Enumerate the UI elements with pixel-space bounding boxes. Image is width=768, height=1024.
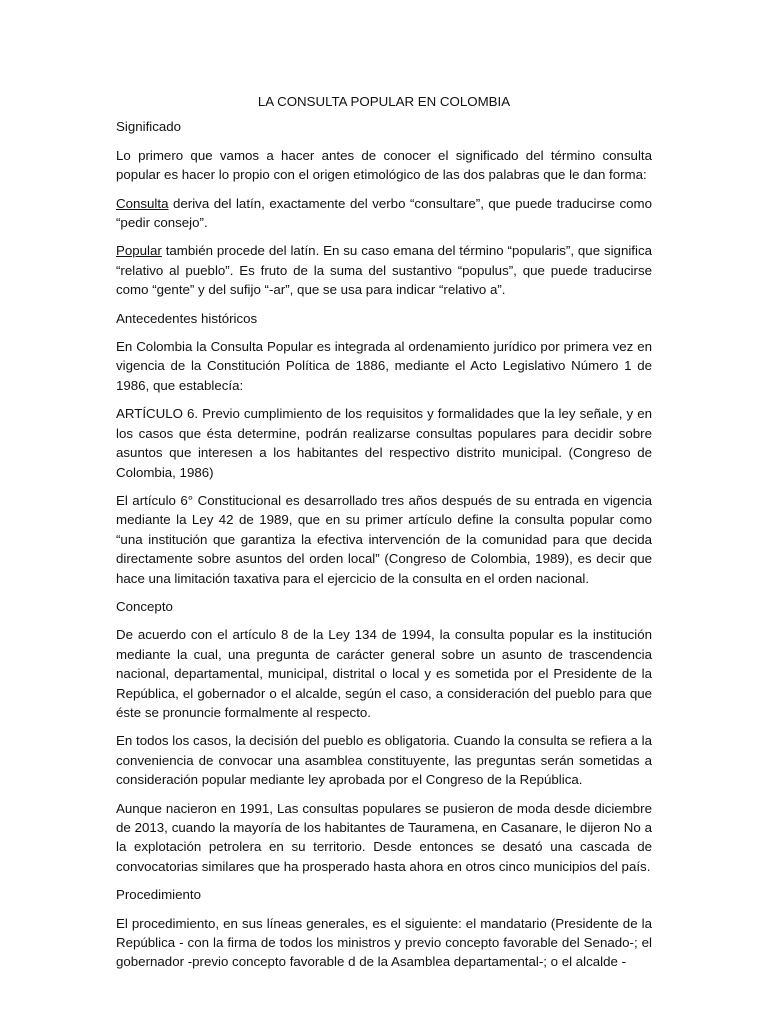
paragraph-concepto-2: En todos los casos, la decisión del pueblo es obligatoria. Cuando la consulta se refiera a la conveniencia de convocar una asamblea constituyente, las preguntas serán sometidas a consideración popular mediante ley aprobada por el Congreso de la República. — [116, 733, 652, 788]
term-consulta: Consulta — [116, 195, 169, 211]
paragraph-procedimiento-1: El procedimiento, en sus líneas generales, es el siguiente: el mandatario (Presidente de la República - con la firma de todos los ministros y previo concepto favorable del Senado-; el gobernador -previo concepto favorable d de la Asamblea departamental-; o el alcalde - — [116, 915, 652, 970]
section-heading-antecedentes: Antecedentes históricos — [116, 310, 258, 326]
paragraph-significado-intro: Lo primero que vamos a hacer antes de conocer el significado del término consulta popular es hacer lo propio con el origen etimológico de las dos palabras que le dan forma: — [116, 147, 652, 183]
popular-definition-text: también procede del latín. En su caso emana del término “popularis”, que significa “relativo al pueblo”. Es fruto de la suma del sustantivo “populus”, que puede traducirse como “gente” y del sufijo “-ar”, que se usa para indicar “relativo a”. — [116, 243, 652, 298]
paragraph-articulo-6-quote: ARTÍCULO 6. Previo cumplimiento de los requisitos y formalidades que la ley señale, y en los casos que ésta determine, podrán realizarse consultas populares para decidir sobre asuntos que interesen a los habitantes del respectivo distrito municipal. (Congreso de Colombia, 1986) — [116, 406, 652, 480]
term-popular: Popular — [116, 243, 162, 259]
document-title: LA CONSULTA POPULAR EN COLOMBIA — [257, 94, 511, 109]
paragraph-antecedentes-1: En Colombia la Consulta Popular es integrada al ordenamiento jurídico por primera vez en vigencia de la Constitución Política de 1886, mediante el Acto Legislativo Número 1 de 1986, que establecía: — [116, 339, 652, 393]
section-heading-procedimiento: Procedimiento — [116, 887, 201, 903]
paragraph-concepto-1: De acuerdo con el artículo 8 de la Ley 134 de 1994, la consulta popular es la institución mediante la cual, una pregunta de carácter general sobre un asunto de trascendencia nacional, departamental, municipal, distrital o local y es sometida por el Presidente de la República, el gobernador o el alcalde, según el caso, a consideración del pueblo para que éste se pronuncie formalmente al respecto. — [116, 627, 652, 720]
section-heading-significado: Significado — [116, 119, 182, 135]
consulta-definition-text: deriva del latín, exactamente del verbo “consultare”, que puede traducirse como “pedir consejo”. — [116, 195, 652, 231]
section-heading-concepto: Concepto — [116, 598, 173, 614]
paragraph-popular-definition — [116, 241, 652, 299]
paragraph-consulta-definition — [116, 194, 652, 233]
paragraph-concepto-3: Aunque nacieron en 1991, Las consultas populares se pusieron de moda desde diciembre de 2013, cuando la mayoría de los habitantes de Tauramena, en Casanare, le dijeron No a la explotación petrolera en su territorio. Desde entonces se desató una cascada de convocatorias similares que ha prosperado hasta ahora en otros cinco municipios del país. — [116, 800, 652, 874]
paragraph-antecedentes-3: El artículo 6° Constitucional es desarrollado tres años después de su entrada en vigencia mediante la Ley 42 de 1989, que en su primer artículo define la consulta popular como “una institución que garantiza la efectiva intervención de la comunidad para que decida directamente sobre asuntos del orden local” (Congreso de Colombia, 1989), es decir que hace una limitación taxativa para el ejercicio de la consulta en el orden nacional. — [116, 492, 652, 586]
document-page — [116, 92, 652, 981]
